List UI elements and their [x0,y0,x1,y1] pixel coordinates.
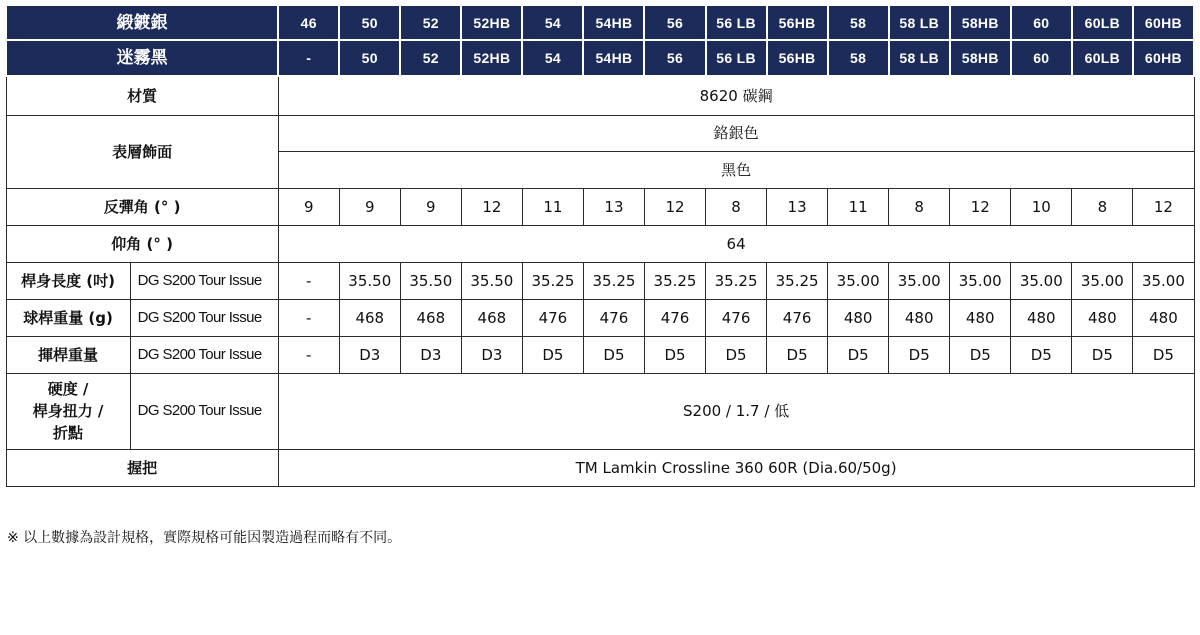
club-weight-value: 468 [461,299,522,336]
shaft-name: DG S200 Tour Issue [130,262,278,299]
bounce-value: 13 [583,188,644,225]
swing-weight-value: - [278,336,339,373]
swing-weight-value: D3 [461,336,522,373]
loft-cell: 60LB [1072,40,1133,76]
club-weight-value: 480 [950,299,1011,336]
club-weight-value: - [278,299,339,336]
loft-cell: 52 [400,5,461,40]
club-weight-value: 468 [339,299,400,336]
club-weight-value: 476 [522,299,583,336]
shaft-length-value: 35.00 [1011,262,1072,299]
club-weight-value: 468 [400,299,461,336]
club-weight-value: 476 [583,299,644,336]
bounce-value: 12 [950,188,1011,225]
flex-row [6,373,1194,449]
loft-cell: 52HB [461,40,522,76]
bounce-value: 10 [1011,188,1072,225]
loft-cell: 54 [522,40,583,76]
lie-label: 仰角 (° ) [6,225,278,262]
loft-cell: 46 [278,5,339,40]
swing-weight-value: D3 [339,336,400,373]
club-weight-value: 480 [1133,299,1194,336]
shaft-length-value: 35.00 [889,262,950,299]
club-weight-value: 480 [1011,299,1072,336]
club-weight-value: 480 [1072,299,1133,336]
shaft-length-value: 35.25 [583,262,644,299]
swing-weight-label: 揮桿重量 [6,336,130,373]
shaft-name: DG S200 Tour Issue [130,373,278,449]
loft-cell: 54HB [583,5,644,40]
swing-weight-value: D5 [1011,336,1072,373]
loft-cell: 56 [644,5,705,40]
loft-cell: - [278,40,339,76]
swing-weight-value: D5 [767,336,828,373]
club-weight-label: 球桿重量 (g) [6,299,130,336]
loft-cell: 60 [1011,40,1072,76]
swing-weight-value: D5 [706,336,767,373]
swing-weight-value: D3 [400,336,461,373]
loft-cell: 58HB [950,5,1011,40]
loft-cell: 58 LB [889,40,950,76]
swing-weight-value: D5 [522,336,583,373]
loft-cell: 56 LB [706,40,767,76]
swing-weight-value: D5 [889,336,950,373]
club-weight-value: 476 [706,299,767,336]
shaft-length-row [6,262,1194,299]
bounce-value: 8 [706,188,767,225]
club-weight-value: 476 [644,299,705,336]
flex-label [6,373,130,449]
club-weight-row [6,299,1194,336]
lie-row [6,225,1194,262]
swing-weight-value: D5 [644,336,705,373]
material-value: 8620 碳鋼 [278,76,1194,115]
bounce-value: 13 [767,188,828,225]
shaft-length-value: 35.25 [767,262,828,299]
bounce-value: 12 [1133,188,1194,225]
finish-value-chrome: 鉻銀色 [278,115,1194,151]
bounce-label: 反彈角 (° ) [6,188,278,225]
shaft-length-value: 35.50 [461,262,522,299]
shaft-length-value: 35.25 [706,262,767,299]
swing-weight-value: D5 [1133,336,1194,373]
loft-cell: 60 [1011,5,1072,40]
flex-label-line: 折點 [53,424,84,442]
spec-table [5,4,1195,487]
shaft-name: DG S200 Tour Issue [130,336,278,373]
swing-weight-row [6,336,1194,373]
loft-cell: 54 [522,5,583,40]
swing-weight-value: D5 [583,336,644,373]
loft-cell: 60LB [1072,5,1133,40]
grip-value: TM Lamkin Crossline 360 60R (Dia.60/50g) [278,449,1194,486]
bounce-value: 11 [522,188,583,225]
material-label: 材質 [6,76,278,115]
loft-cell: 54HB [583,40,644,76]
bounce-value: 8 [1072,188,1133,225]
loft-cell: 56HB [767,40,828,76]
loft-cell: 56HB [767,5,828,40]
loft-cell: 50 [339,40,400,76]
flex-label-line: 硬度 / [47,380,89,398]
shaft-length-value: 35.25 [522,262,583,299]
finish-label: 表層飾面 [6,115,278,188]
lie-value: 64 [278,225,1194,262]
club-weight-value: 476 [767,299,828,336]
flex-value: S200 / 1.7 / 低 [278,373,1194,449]
shaft-name: DG S200 Tour Issue [130,299,278,336]
swing-weight-value: D5 [950,336,1011,373]
bounce-value: 12 [461,188,522,225]
loft-cell: 52 [400,40,461,76]
shaft-length-value: 35.25 [644,262,705,299]
shaft-length-value: 35.00 [828,262,889,299]
shaft-length-value: 35.00 [1133,262,1194,299]
loft-cell: 60HB [1133,5,1194,40]
header-label-satin-chrome: 緞鍍銀 [6,5,278,40]
loft-cell: 58 [828,5,889,40]
bounce-value: 9 [339,188,400,225]
header-row-black [6,40,1194,76]
loft-cell: 58 [828,40,889,76]
loft-cell: 58 LB [889,5,950,40]
bounce-row [6,188,1194,225]
shaft-length-value: 35.00 [950,262,1011,299]
shaft-length-label: 桿身長度 (吋) [6,262,130,299]
bounce-value: 8 [889,188,950,225]
club-weight-value: 480 [828,299,889,336]
bounce-value: 11 [828,188,889,225]
bounce-value: 9 [278,188,339,225]
loft-cell: 50 [339,5,400,40]
swing-weight-value: D5 [828,336,889,373]
finish-value-black: 黑色 [278,151,1194,188]
shaft-length-value: 35.00 [1072,262,1133,299]
grip-row [6,449,1194,486]
loft-cell: 56 [644,40,705,76]
flex-label-line: 桿身扭力 / [32,402,104,420]
footnote: ※ 以上數據為設計規格，實際規格可能因製造過程而略有不同。 [7,530,402,546]
shaft-length-value: 35.50 [339,262,400,299]
shaft-length-value: - [278,262,339,299]
grip-label: 握把 [6,449,278,486]
material-row [6,76,1194,115]
loft-cell: 60HB [1133,40,1194,76]
club-weight-value: 480 [889,299,950,336]
bounce-value: 12 [644,188,705,225]
header-label-matte-black: 迷霧黑 [6,40,278,76]
loft-cell: 58HB [950,40,1011,76]
shaft-length-value: 35.50 [400,262,461,299]
header-row-chrome [6,5,1194,40]
finish-row [6,115,1194,151]
loft-cell: 52HB [461,5,522,40]
loft-cell: 56 LB [706,5,767,40]
bounce-value: 9 [400,188,461,225]
swing-weight-value: D5 [1072,336,1133,373]
